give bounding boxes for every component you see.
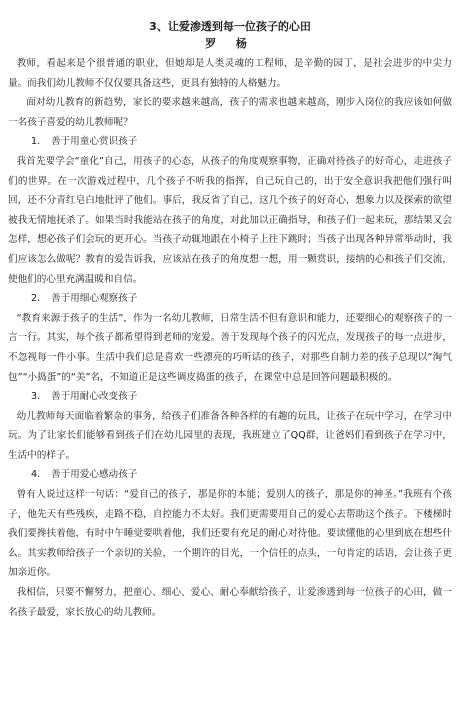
intro-paragraph-1: 教师，看起来是个很普通的职业，但她却是人类灵魂的工程师，是辛勤的园丁，是社会进步的中尖力量。而我们幼儿教师不仅仅要具备这些，更具有独特的人格魅力。 [8,58,452,89]
section-heading-2 [8,289,452,309]
intro-paragraph-2: 面对幼儿教育的新趋势，家长的要求越来越高，孩子的需求也越来越高，刚步入岗位的我应该如何做一名孩子喜爱的幼儿教师呢？ [8,97,452,128]
section-number: 1. [31,136,41,148]
section-heading-4 [8,465,452,485]
article-author: 罗 杨 [205,37,255,50]
section-heading-text: 善于用爱心感动孩子 [51,469,138,481]
article-title: 3、让爱渗透到每一位孩子的心田 [149,20,311,33]
section-number: 4. [31,469,41,481]
section-number: 2. [31,293,41,305]
section-heading-3 [8,387,452,407]
closing-paragraph: 我相信，只要不懈努力，把童心、细心、爱心、耐心奉献给孩子，让爱渗透到每一位孩子的心田，做一名孩子最爱，家长放心的幼儿教师。 [8,587,452,618]
section-body-3: 幼儿教师每天面临着繁杂的事务，给孩子们准备各种各样的有趣的玩具，让孩子在玩中学习，在学习中玩。为了让家长们能够看到孩子们在幼儿园里的表现，我班建立了QQ群，让爸妈们看到孩子在学习中，生活中的样子。 [8,410,452,461]
section-heading-text: 善于用童心赏识孩子 [51,136,138,148]
section-heading-text: 善于用细心观察孩子 [51,293,138,305]
section-body-1: 我首先要学会“童化”自己，用孩子的心态，从孩子的角度观察事物，正确对待孩子的好奇心，走进孩子们的世界。在一次游戏过程中，几个孩子不听我的指挥，自己玩自己的，出于安全意识我把他们强行叫回，还不分青红皂白地批评了他们。事后，我反省了自己，这几个孩子的好奇心，想象力以及探索的欲望被我无情地抚杀了。如果当时我能站在孩子的角度，对此加以正确指导，和孩子们一起来玩，那结果又会怎样，想必孩子们会玩的更开心。当孩子动辄地跟在小椅子上往下跳时；当孩子出现各种异常举动时，我们应该怎么做呢？教育的爱告诉我，应该站在孩子的角度想一想，用一颗赏识，接纳的心和孩子们交流，使他们的心里充满温暖和自信。 [8,155,452,285]
section-number: 3. [31,391,41,403]
section-body-4: 曾有人说过这样一句话：“爱自己的孩子，那是你的本能；爱别人的孩子，那是你的神圣。”我班有个孩子，他先天有些残疾，走路不稳，自控能力不太好。我们更需要用自己的爱心去帮助这个孩子。下楼梯时我们要搀扶着他，有时中午睡觉要哄着他，我们还要有充足的耐心对待他。要读懂他的心里到底在想些什么。其实教师给孩子一个亲切的关验，一个期许的目光，一个信任的点头，一句肯定的话语，会让孩子更加亲近你。 [8,489,452,579]
section-heading-1 [8,132,452,152]
section-body-2: “教育来源于孩子的生活”，作为一名幼儿教师，日常生活不但有意识和能力，还要细心的观察孩子的一言一行。其实，每个孩子都希望得到老师的宠爱。善于发现每个孩子的闪光点，发现孩子的每一点进步，不忽视每一件小事。生活中我们总是喜欢一些漂亮的巧听话的孩子，对那些自制力差的孩子总现以“淘气包”“小捣蛋”的“美”名，不知道正是这些调皮捣蛋的孩子，在课堂中总是回答问题最积极的。 [8,312,452,383]
section-heading-text: 善于用耐心改变孩子 [51,391,138,403]
